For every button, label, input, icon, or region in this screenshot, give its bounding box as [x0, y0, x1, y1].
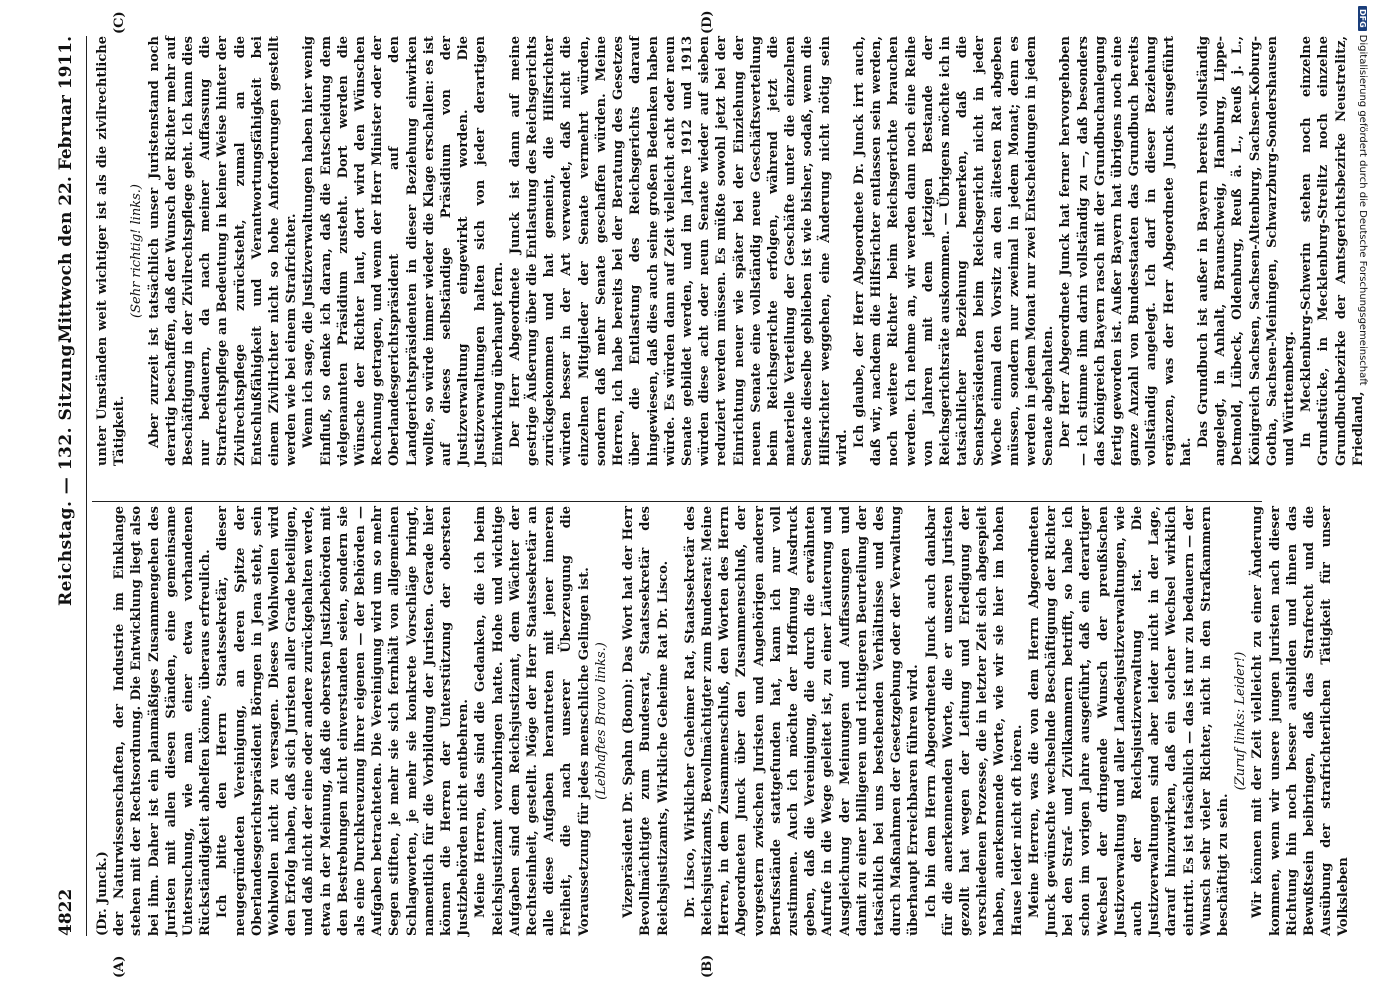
margin-mark-a: (A) [112, 955, 127, 978]
paragraph: Dr. Lisco, Wirklicher Geheimer Rat, Staatssekretär des Reichsjustizamts, Bevollmächtigter zum Bundesrat: Meine Herren, in dem Zusammenschluß, den Worten des Herrn Abgeordneten Junck über den Zusammenschluß, der vorgestern zwischen Juristen und Angehörigen anderer Berufsstände stattgefunden hat, kann ich nur voll zustimmen. Auch ich möchte der Hoffnung Ausdruck geben, daß die Vereinigung, die durch die erwähnten Aufrufe in die Wege geleitet ist, zu einer Läuterung und Ausgleichung der Meinungen und Auffassungen und damit zu einer billigeren und richtigeren Beurteilung der tatsächlich bei uns bestehenden Verhältnisse und des durch Maßnahmen der Gesetzgebung oder der Verwaltung überhaupt Erreichbaren führen wird. [682, 506, 922, 936]
applause-note: (Sehr richtig! links.) [129, 184, 145, 318]
paragraph: unter Umständen weit wichtiger ist als die zivilrechtliche Tätigkeit. [95, 36, 128, 466]
margin-mark-d: (D) [700, 10, 715, 34]
paragraph: der Naturwissenschaften, der Industrie im Einklange stehen mit der Rechtsordnung. Die Entwicklung liegt also bei ihm. Daher ist ein planmäßiges Zusammengehen des Juristen mit allen diesen Ständen, eine gemeinsame Untersuchung, wie man einer etwa vorhandenen Rückständigkeit abhelfen könne, überaus erfreulich. [112, 506, 214, 936]
interjection-note: (Zuruf links: Leider!) [1233, 651, 1249, 791]
page-number: 4822 [56, 888, 76, 936]
column-rule [92, 501, 1262, 502]
paragraph: Vizepräsident Dr. Spahn (Bonn): Das Wort hat der Herr Bevollmächtigte zum Bundesrat, Staatssekretär des Reichsjustizamts, Wirkliche Geheime Rat Dr. Lisco. [621, 506, 671, 936]
margin-mark-b: (B) [700, 954, 715, 978]
paragraph: Meine Herren, was die von dem Herrn Abgeordneten Junck gewünschte wechselnde Beschäftigung der Richter bei den Straf- und Zivilkammern betrifft, so habe ich schon im vorigen Jahre ausgeführt, daß ein derartiger Wechsel der dringende Wunsch der preußischen Justizverwaltung und aller Landesjustizverwaltungen, wie auch der Reichsjustizverwaltung ist. Die Justizverwaltungen sind aber leider nicht in der Lage, darauf hinzuwirken, daß ein solcher Wechsel wirklich eintritt. Es ist tatsächlich — das ist nur zu bedauern — der Wunsch sehr vieler Richter, nicht in den Strafkammern beschäftigt zu sein. [1026, 506, 1231, 936]
paragraph: Ich glaube, der Herr Abgeordnete Dr. Junck irrt auch, daß wir, nachdem die Hilfsrichter entlassen sein werden, noch weitere Richter beim Reichsgerichte brauchen werden. Ich nehme an, wir werden dann noch eine Reihe von Jahren mit dem jetzigen Bestande der Reichsgerichtsräte auskommen. — Übrigens möchte ich in tatsächlicher Beziehung bemerken, daß die Senatspräsidenten beim Reichsgericht nicht in jeder Woche einmal den Vorsitz an den ältesten Rat abgeben müssen, sondern nur zweimal in jedem Monat; denn es werden in jedem Monat nur zwei Entscheidungen in jedem Senate abgehalten. [851, 36, 1057, 466]
paragraph: Meine Herren, das sind die Gedanken, die ich beim Reichsjustizamt vorzubringen hatte. Hohe und wichtige Aufgaben sind dem Reichsjustizamt, dem Wächter der Rechtseinheit, gestellt. Möge der Herr Staatssekretär an alle diese Aufgaben herantreten mit jener inneren Freiheit, die nach unserer Überzeugung die Voraussetzung für jedes menschliche Gelingen ist. [473, 506, 592, 936]
paragraph: Wenn ich sage, die Justizverwaltungen haben hier wenig Einfluß, so denke ich daran, daß die Entscheidung dem vielgenannten Präsidium zusteht. Dort werden die Wünsche der Richter laut, dort wird den Wünschen Rechnung getragen, und wenn der Herr Minister oder der Oberlandesgerichtspräsident auf den Landgerichtspräsidenten in dieser Beziehung einwirken wollte, so würde immer wieder die Klage erschallen: es ist auf dieses selbständige Präsidium von der Justizverwaltung eingewirkt worden. Die Justizverwaltungen halten sich von jeder derartigen Einwirkung überhaupt fern. [301, 36, 506, 466]
funding-note [1354, 6, 1368, 996]
margin-mark-c: (C) [112, 11, 127, 34]
header-rule [86, 36, 87, 936]
applause-note: (Lebhaftes Bravo links.) [593, 642, 609, 800]
paragraph: Aber zurzeit ist tatsächlich unser Juristenstand noch derartig beschaffen, daß der Wunsch der Richter mehr auf Beschäftigung in der Zivilrechtspflege geht. Ich kann dies nur bedauern, da nach meiner Auffassung die Strafrechtspflege an Bedeutung in keiner Weise hinter der Zivilrechtspflege zurücksteht, zumal an die Entschlußfähigkeit und Verantwortungsfähigkeit bei einem Zivilrichter nicht so hohe Anforderungen gestellt werden wie bei einem Strafrichter. [146, 36, 300, 466]
session-date: Mittwoch den 22. Februar 1911. [56, 36, 76, 343]
paragraph: Der Herr Abgeordnete Junck ist dann auf meine gestrige Äußerung über die Entlastung des Reichsgerichts zurückgekommen und hat gemeint, die Hilfsrichter würden besser in der Art verwendet, daß nicht die einzelnen Mitglieder der Senate vermehrt würden, sondern daß mehr Senate geschaffen würden. Meine Herren, ich habe bereits bei der Beratung des Gesetzes über die Entlastung des Reichsgerichts darauf hingewiesen, daß dies auch seine großen Bedenken haben würde. Es würden dann auf Zeit vielleicht acht oder neun Senate gebildet werden, und im Jahre 1912 und 1913 würden diese acht oder neun Senate wieder auf sieben reduziert werden müssen. Es müßte sowohl jetzt bei der Einrichtung neuer wie später bei der Einziehung der neuen Senate eine vollständig neue Geschäftsverteilung beim Reichsgerichte erfolgen, während jetzt die materielle Verteilung der Geschäfte unter die einzelnen Senate dieselbe geblieben ist wie bisher, sodaß, wenn die Hilfsrichter weggehen, eine Änderung nicht nötig sein wird. [507, 36, 850, 466]
page-header [52, 36, 86, 936]
session-title: Reichstag. — 132. Sitzung. [56, 337, 76, 606]
paragraph: In Mecklenburg-Schwerin stehen noch einzelne Grundstücke, in Mecklenburg-Strelitz noch einzelne Grundbuchbezirke der Amtsgerichtsbezirke Neustrelitz, Friedland, [1299, 36, 1366, 466]
dfg-logo: DFG [1358, 6, 1367, 31]
paragraph: Ich bitte den Herrn Staatssekretär, dieser neugegründeten Vereinigung, an deren Spitze der Oberlandesgerichtspräsident Börngen in Jena steht, sein Wohlwollen nicht zu versagen. Dieses Wohlwollen wird den Erfolg haben, daß sich Juristen aller Grade beteiligen, und daß nicht der eine oder andere zurückgehalten werde, etwa in der Meinung, daß die obersten Justizbehörden mit den Bestrebungen nicht einverstanden seien, sondern sie als eine Durchkreuzung ihrer eigenen — der Behörden — Aufgaben betrachteten. Die Vereinigung wird um so mehr Segen stiften, je mehr sie sich fernhält von allgemeinen Schlagworten, je mehr sie konkrete Vorschläge bringt, namentlich für die Vorbildung der Juristen. Gerade hier können die Herren der Unterstützung der obersten Justizbehörden nicht entbehren. [215, 506, 472, 936]
paragraph: Das Grundbuch ist außer in Bayern bereits vollständig angelegt, in Anhalt, Braunschweig, Hamburg, Lippe-Detmold, Lübeck, Oldenburg, Reuß ä. L., Reuß j. L., Königreich Sachsen, Sachsen-Altenburg, Sachsen-Koburg-Gotha, Sachsen-Meiningen, Schwarzburg-Sondershausen und Württemberg. [1196, 36, 1298, 466]
speaker-tag: (Dr. Junck.) [95, 851, 110, 936]
left-column [94, 506, 1352, 936]
paragraph: Wir können mit der Zeit vielleicht zu einer Änderung kommen, wenn wir unsere jungen Juristen nach dieser Richtung hin noch besser ausbilden und ihnen das Bewußtsein beibringen, daß das Strafrecht und die Ausübung der strafrichterlichen Tätigkeit für unser Volksleben [1250, 506, 1352, 936]
paragraph: Ich bin dem Herrn Abgeordneten Junck auch dankbar für die anerkennenden Worte, die er unseren Juristen gezollt hat wegen der Leitung und Erledigung der verschiedenen Prozesse, die in letzter Zeit sich abgespielt haben, anerkennende Worte, wie wir sie hier im hohen Hause leider nicht oft hören. [923, 506, 1025, 936]
paragraph: Der Herr Abgeordnete Junck hat ferner hervorgehoben — ich stimme ihm darin vollständig zu —, daß besonders das Königreich Bayern rasch mit der Grundbuchanlegung fertig geworden ist. Außer Bayern hat übrigens noch eine ganze Anzahl von Bundesstaaten das Grundbuch bereits vollständig angelegt. Ich darf in dieser Beziehung ergänzen, was der Herr Abgeordnete Junck ausgeführt hat. [1058, 36, 1194, 466]
funding-text: Digitalisierung gefördert durch die Deutsche Forschungsgemeinschaft [1357, 34, 1368, 386]
